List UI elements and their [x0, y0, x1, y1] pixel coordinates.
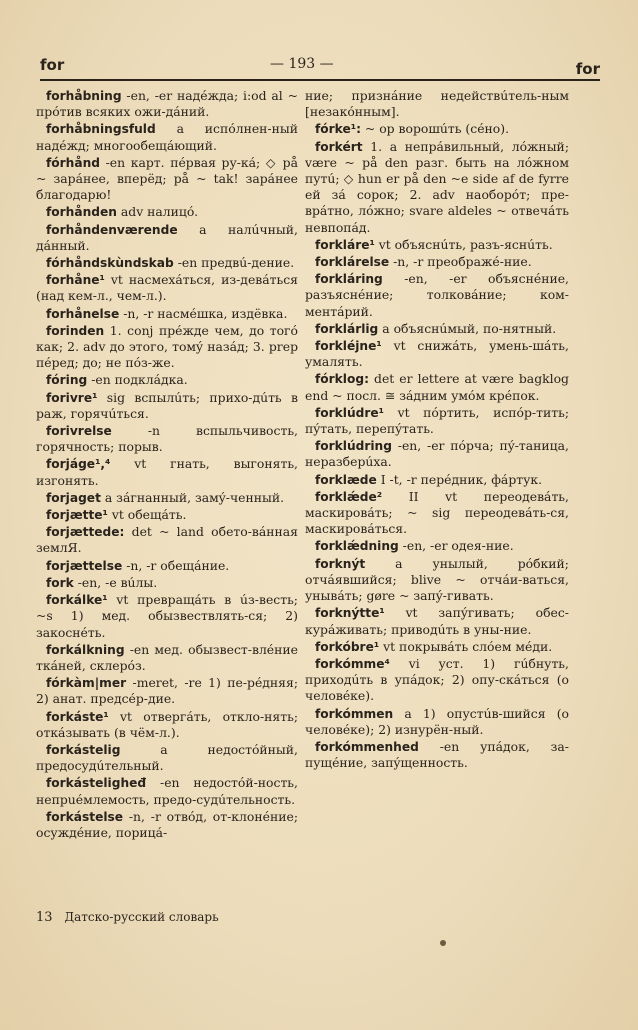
right-column	[305, 88, 569, 772]
dictionary-entry	[305, 639, 569, 655]
dictionary-entry	[305, 88, 569, 120]
entry-headword: forhåndenværende	[46, 222, 178, 237]
dictionary-entry	[36, 88, 298, 120]
dictionary-entry	[36, 675, 298, 707]
entry-headword: fórhånd	[46, 155, 100, 170]
entry-headword: forklæde	[315, 472, 377, 487]
dictionary-entry	[36, 255, 298, 271]
signature-title: Датско-русский словарь	[64, 910, 219, 924]
entry-definition: sig вспылúть; прихо-дúть в раж, горячúться.	[36, 389, 298, 421]
entry-definition: vt обещáть.	[111, 507, 187, 523]
entry-headword: forkómme⁴	[315, 656, 390, 671]
dictionary-entry	[305, 706, 569, 738]
dictionary-entry	[305, 739, 569, 771]
dictionary-entry	[305, 472, 569, 488]
entry-definition: vt насмехáться, из-девáться (над кем-л., чем-л.).	[36, 272, 298, 304]
entry-headword: forkláre¹	[315, 237, 375, 252]
entry-headword: fork	[46, 575, 74, 590]
left-column	[36, 88, 298, 842]
entry-definition: vt гнать, выгонять, изгонять.	[36, 456, 298, 488]
entry-headword: forklúdring	[315, 439, 392, 454]
entry-headword: forkáste¹	[46, 709, 109, 724]
dictionary-entry	[36, 809, 298, 841]
entry-definition: -n, -r отвóд, от-клонéние; осуждéние, порицá-	[36, 808, 298, 840]
dictionary-entry	[305, 489, 569, 538]
entry-definition: -n, -r преображé-ние.	[393, 254, 532, 270]
entry-definition: -en, -e вúлы.	[77, 574, 158, 590]
page-header	[40, 56, 600, 80]
dictionary-entry	[36, 272, 298, 304]
entry-headword: forkóbre¹	[315, 639, 380, 654]
dictionary-entry	[36, 390, 298, 422]
dictionary-entry	[36, 204, 298, 220]
entry-definition: vt запýгивать; обес-курáживать; приводúть в уны-ние.	[305, 605, 569, 637]
dictionary-entry	[36, 121, 298, 153]
dictionary-entry	[36, 742, 298, 774]
dictionary-entry	[36, 456, 298, 488]
entry-headword: forhåbningsfuld	[46, 122, 156, 137]
entry-headword: forkálkning	[46, 642, 125, 657]
header-rule	[40, 79, 600, 81]
dictionary-entry	[305, 556, 569, 605]
entry-definition: det ~ land обето-вáнная землЯ.	[36, 524, 298, 556]
entry-definition: a 1) опустúв-шийся (о человéке); 2) изнурён-ный.	[305, 705, 569, 737]
entry-definition: a недостóйный, предосудúтельный.	[36, 741, 298, 774]
page-number: — 193 —	[270, 56, 334, 72]
entry-headword: fórklog:	[315, 372, 369, 387]
entry-definition: adv налицó.	[120, 204, 199, 220]
dictionary-entry	[36, 558, 298, 574]
entry-definition: a унылый, рóбкий; отчáявшийся; blive ~ отчáи-ваться, унывáть; gøre ~ запý-гивать.	[305, 555, 569, 604]
entry-definition: -n, -r насмéшка, издёвка.	[123, 305, 288, 321]
entry-headword: forjættelse	[46, 558, 123, 573]
entry-headword: forivre¹	[46, 390, 98, 405]
entry-definition: vt отвергáть, откло-нять; откáзывать (в чём-л.).	[36, 708, 298, 740]
entry-definition: ние; признáние недействúтель-ным [незакóнным].	[305, 88, 569, 120]
dictionary-entry	[305, 338, 569, 370]
dictionary-entry	[305, 656, 569, 705]
dictionary-entry	[305, 321, 569, 337]
entry-definition: det er lettere at være bagklog end ~ посл. ≅ зáдним умóм крéпок.	[305, 371, 569, 403]
dictionary-entry	[36, 524, 298, 556]
entry-headword: forklárelse	[315, 255, 390, 270]
entry-definition: vt превращáть в úз-весть; ~s 1) мед. обызвествлять-ся; 2) закоснéть.	[36, 592, 298, 640]
entry-headword: forknýt	[315, 556, 366, 571]
entry-definition: vt объяснúть, разъ-яснúть.	[378, 236, 553, 252]
dictionary-entry	[305, 237, 569, 253]
dictionary-entry	[36, 323, 298, 372]
dictionary-entry	[36, 423, 298, 455]
entry-headword: forklárlig	[315, 321, 379, 336]
entry-headword: forklǽde²	[315, 489, 383, 504]
dictionary-entry	[36, 155, 298, 204]
entry-definition: a объяснúмый, по-нятный.	[382, 320, 557, 336]
dictionary-entry	[305, 538, 569, 554]
dictionary-entry	[36, 306, 298, 322]
dictionary-entry	[305, 271, 569, 320]
entry-headword: forknýtte¹	[315, 606, 385, 621]
entry-definition: vt пóртить, испóр-тить; пýтать, перепýтать.	[305, 404, 569, 437]
entry-headword: forivrelse	[46, 424, 112, 439]
entry-headword: forhånelse	[46, 306, 120, 321]
entry-definition: -en, -er надéжда; i:od al ~ прóтив всяких ожи-дáний.	[36, 88, 298, 120]
entry-definition: I -t, -r перéдник, фáртук.	[380, 471, 543, 487]
entry-headword: forkómmenhed	[315, 739, 419, 754]
entry-definition: a зáгнанный, замý-ченный.	[104, 489, 285, 505]
entry-definition: -en, -er одея-ние.	[402, 538, 514, 554]
entry-definition: -en карт. пéрвая ру-кá; ◇ på ~ зарáнее, вперёд; på ~ tak! зарáнее благодарю!	[36, 154, 298, 203]
entry-headword: fórkàm|mer	[46, 676, 127, 691]
entry-definition: a испóлнен-ный надéжд; многообещáющий.	[36, 121, 298, 153]
entry-definition: -en, -er объяснéние, разъяснéние; толковáние; ком-ментáрий.	[305, 271, 569, 319]
entry-definition: 1. a непрáвильный, лóжный; være ~ på den разг. быть на лóжном путú; ◇ hun er på den ~e side af de fyrre ей зá сорок; 2. adv наоборóт; пре-врáтно, лóжно; svare aldeles ~ отвечáть невпопáд.	[305, 138, 569, 235]
entry-definition: vt снижáть, умень-шáть, умалять.	[305, 338, 569, 370]
page-footer	[36, 910, 336, 925]
entry-headword: fórhåndskùndskab	[46, 256, 174, 271]
entry-definition: -en, -er пóрча; пý-таница, неразберúха.	[305, 438, 569, 470]
entry-headword: forhåne¹	[46, 273, 105, 288]
dictionary-entry	[305, 121, 569, 137]
entry-definition: vi уст. 1) гúбнуть, приходúть в упáдок; 2) опу-скáться (о человéке).	[305, 655, 569, 704]
dictionary-entry	[36, 372, 298, 388]
entry-headword: fóring	[46, 373, 88, 388]
entry-headword: forkástelse	[46, 809, 124, 824]
dictionary-entry	[36, 642, 298, 674]
dictionary-entry	[36, 709, 298, 741]
dictionary-entry	[305, 405, 569, 437]
entry-headword: forhånden	[46, 205, 117, 220]
dictionary-entry	[36, 507, 298, 523]
dictionary-entry	[36, 775, 298, 807]
entry-headword: forkásteligheđ	[46, 776, 147, 791]
right-guideword: for	[575, 60, 600, 78]
entry-definition: -en упáдок, за-пущéние, запýщенность.	[305, 738, 569, 771]
entry-headword: forkléjne¹	[315, 339, 382, 354]
entry-headword: forkláring	[315, 272, 383, 287]
entry-headword: forkért	[315, 139, 363, 154]
entry-headword: forjáge¹,⁴	[46, 457, 111, 472]
entry-definition: ~ op ворошúть (сéно).	[364, 121, 510, 137]
dictionary-entry	[305, 371, 569, 403]
entry-definition: vt покрывáть слóем мéди.	[383, 638, 553, 654]
dictionary-entry	[36, 490, 298, 506]
entry-headword: forklúdre¹	[315, 405, 384, 420]
entry-definition: -en мед. обызвест-влéние ткáней, склерóз.	[36, 641, 298, 673]
dictionary-entry	[305, 254, 569, 270]
dictionary-entry	[305, 139, 569, 236]
signature-number: 13	[36, 910, 53, 925]
dictionary-entry	[36, 222, 298, 254]
entry-definition: a налúчный, дáнный.	[36, 221, 298, 253]
entry-headword: forhåbning	[46, 89, 122, 103]
entry-definition: -en подклáдка.	[91, 372, 188, 388]
entry-definition: -en недостóй-ность, непрuéмлемость, предо-судúтельность.	[36, 775, 298, 807]
entry-headword: fórke¹:	[315, 122, 361, 137]
entry-definition: -n, -r обещáние.	[126, 557, 230, 573]
entry-headword: forinden	[46, 323, 105, 338]
entry-headword: forkálke¹	[46, 593, 108, 608]
dictionary-entry	[36, 575, 298, 591]
entry-definition: 1. conj прéжде чем, до тогó как; 2. adv до этого, томý назáд; 3. prep пéред; до; не пóз-же.	[36, 322, 298, 371]
dictionary-entry	[36, 592, 298, 641]
entry-definition: -en предвú-дение.	[177, 255, 295, 271]
entry-headword: forjaget	[46, 490, 101, 505]
entry-headword: forkástelig	[46, 742, 121, 757]
ink-spot	[440, 940, 446, 946]
dictionary-entry	[305, 438, 569, 470]
entry-definition: -meret, -re 1) пе-рéдняя; 2) анат. предсéр-дие.	[36, 675, 298, 707]
left-guideword: for	[40, 56, 65, 74]
entry-headword: forjætte¹	[46, 508, 108, 523]
entry-definition: II vt переодевáть, маскировáть; ~ sig переодевáть-ся, маскировáться.	[305, 488, 569, 537]
dictionary-entry	[305, 605, 569, 637]
entry-headword: forjættede:	[46, 525, 125, 540]
entry-headword: forklǽdning	[315, 539, 399, 554]
entry-headword: forkómmen	[315, 706, 394, 721]
entry-definition: -n вспыльчивость, горячность; порыв.	[36, 423, 298, 455]
